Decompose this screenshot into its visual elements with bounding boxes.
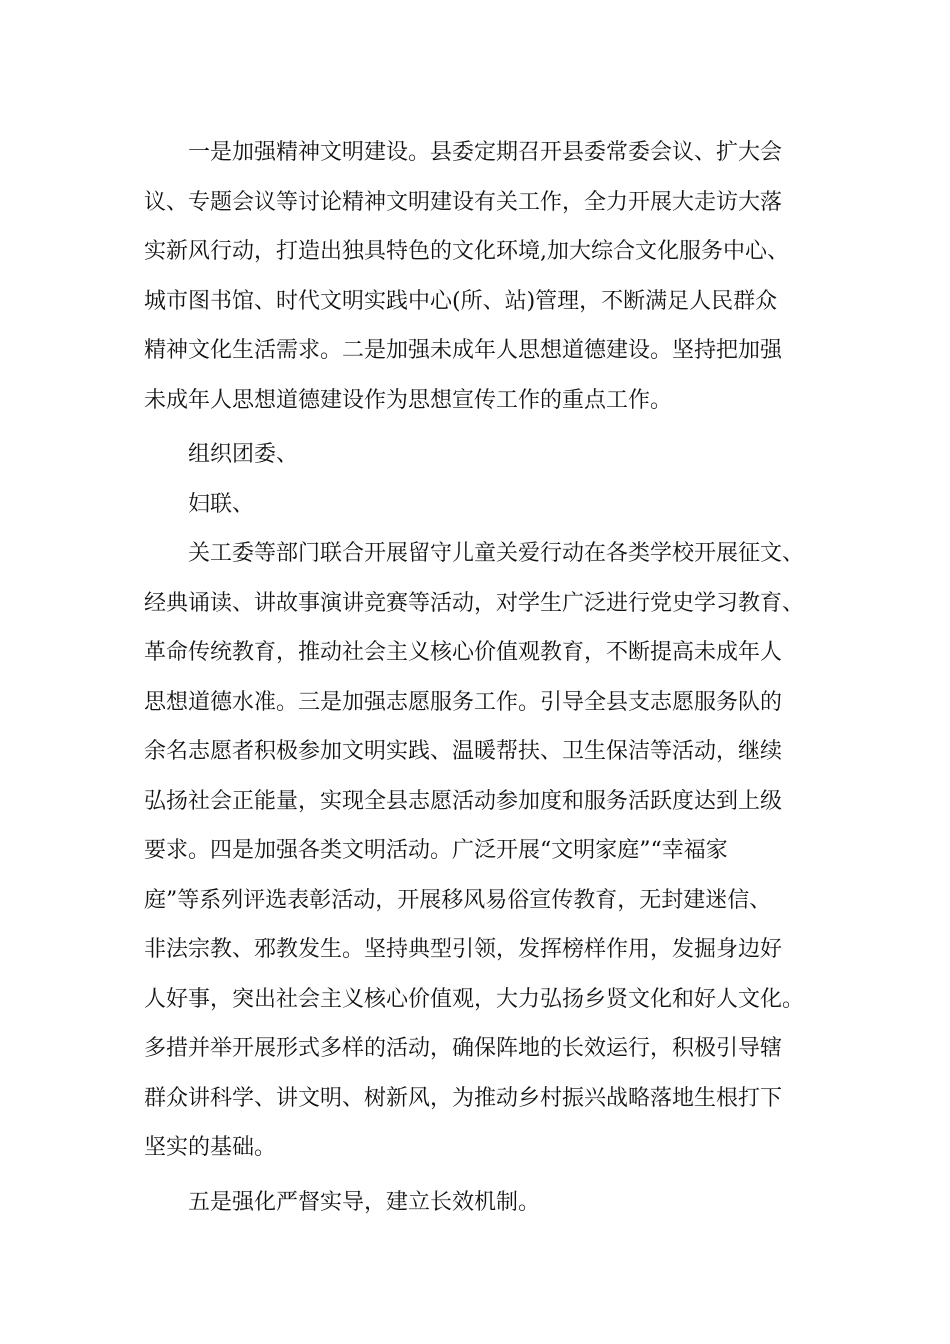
paragraph-4-line-6: 弘扬社会正能量，实现全县志愿活动参加度和服务活跃度达到上级 (144, 788, 783, 814)
paragraph-4-line-2: 经典诵读、讲故事演讲竞赛等活动，对学生广泛进行党史学习教育、 (144, 590, 805, 616)
paragraph-2-line-1: 组织团委、 (188, 442, 299, 467)
paragraph-4-line-4: 思想道德水准。三是加强志愿服务工作。引导全县支志愿服务队的 (144, 689, 783, 715)
document-body (144, 128, 814, 1227)
paragraph-4-line-11: 多措并举开展形式多样的活动，确保阵地的长效运行，积极引导辖 (144, 1036, 783, 1061)
paragraph-3-line-1: 妇联、 (188, 491, 255, 517)
paragraph-4-line-13: 坚实的基础。 (144, 1135, 277, 1160)
paragraph-1-line-6: 未成年人思想道德建设作为思想宣传工作的重点工作。 (144, 387, 673, 413)
paragraph-4-line-8: 庭”等系列评选表彰活动，开展移风易俗宣传教育，无封建迷信、 (144, 887, 772, 913)
paragraph-4-line-7: 要求。四是加强各类文明活动。广泛开展“文明家庭”“幸福家 (144, 838, 728, 863)
paragraph-1-line-3: 实新风行动，打造出独具特色的文化环境,加大综合文化服务中心、 (144, 239, 789, 264)
paragraph-4-line-5: 余名志愿者积极参加文明实践、温暖帮扶、卫生保洁等活动，继续 (144, 739, 783, 764)
paragraph-1-line-5: 精神文化生活需求。二是加强未成年人思想道德建设。坚持把加强 (144, 338, 783, 363)
paragraph-4-line-9: 非法宗教、邪教发生。坚持典型引领，发挥榜样作用，发掘身边好 (144, 937, 783, 962)
paragraph-1-line-1: 一是加强精神文明建设。县委定期召开县委常委会议、扩大会 (188, 140, 783, 165)
paragraph-4-line-1: 关工委等部门联合开展留守儿童关爱行动在各类学校开展征文、 (188, 541, 805, 566)
paragraph-4-line-3: 革命传统教育，推动社会主义核心价值观教育，不断提高未成年人 (144, 640, 783, 665)
paragraph-1-line-2: 议、专题会议等讨论精神文明建设有关工作，全力开展大走访大落 (144, 189, 783, 215)
paragraph-4-line-10: 人好事，突出社会主义核心价值观，大力弘扬乡贤文化和好人文化。 (144, 986, 805, 1012)
paragraph-1-line-4: 城市图书馆、时代文明实践中心(所、站)管理，不断满足人民群众 (144, 288, 778, 314)
paragraph-5-line-1: 五是强化严督实导，建立长效机制。 (188, 1189, 541, 1215)
paragraph-4-line-12: 群众讲科学、讲文明、树新风，为推动乡村振兴战略落地生根打下 (144, 1085, 783, 1111)
